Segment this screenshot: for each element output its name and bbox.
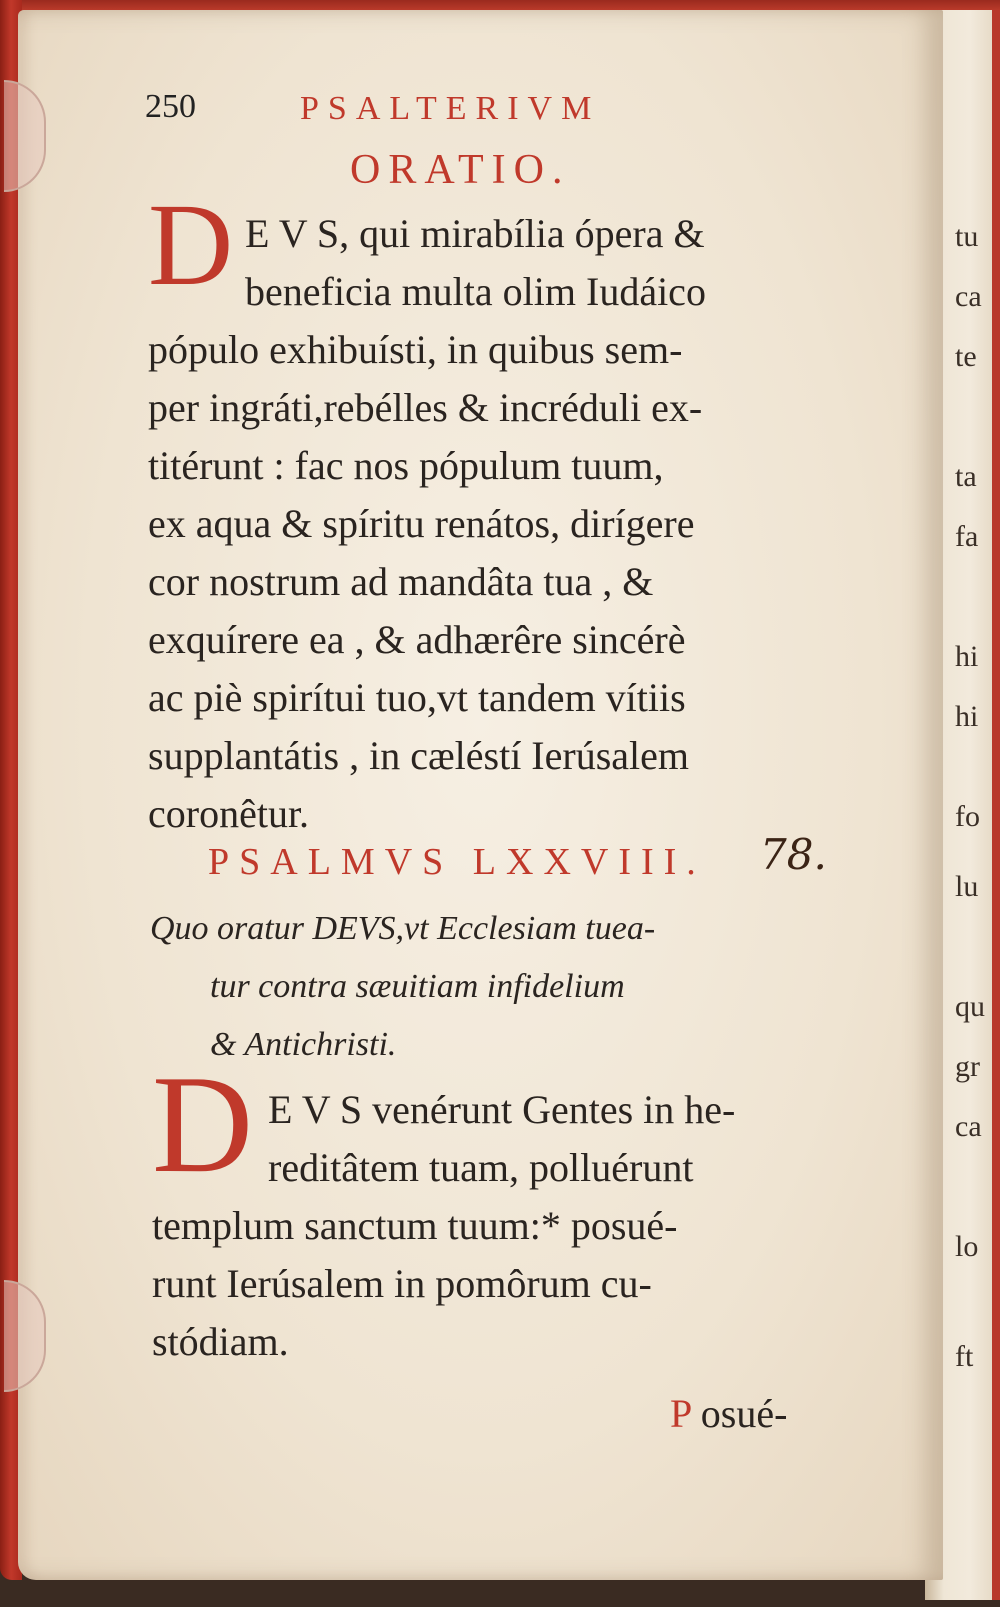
oratio-line: exquírere ea , & adhærêre sincérè bbox=[148, 617, 686, 662]
catchword bbox=[670, 1390, 787, 1437]
argument-line: tur contra sæuitiam infidelium bbox=[210, 968, 625, 1005]
facing-page-fragment: ta bbox=[955, 460, 977, 493]
facing-page-fragment: tu bbox=[955, 220, 979, 253]
facing-page-fragment: te bbox=[955, 340, 977, 373]
facing-page-fragment: ca bbox=[955, 280, 982, 313]
facing-page-fragment: hi bbox=[955, 640, 979, 673]
oratio-line: cor nostrum ad mandâta tua , & bbox=[148, 559, 654, 604]
running-title: PSALTERIVM bbox=[300, 90, 601, 127]
handwritten-annotation: 78. bbox=[760, 830, 827, 879]
facing-page-fragment: fo bbox=[955, 800, 980, 833]
facing-page-fragment: lo bbox=[955, 1230, 979, 1263]
page-number: 250 bbox=[145, 88, 196, 125]
psalm-line: runt Ierúsalem in pomôrum cu- bbox=[152, 1261, 652, 1306]
oratio-line: supplantátis , in cæléstí Ierúsalem bbox=[148, 733, 689, 778]
oratio-line: pópulo exhibuísti, in quibus sem- bbox=[148, 327, 683, 372]
drop-cap-psalm: D bbox=[152, 1047, 254, 1202]
psalm-title: PSALMVS LXXVIII. bbox=[208, 841, 706, 883]
facing-page-fragment: ft bbox=[955, 1340, 974, 1373]
psalm-line: templum sanctum tuum:* posué- bbox=[152, 1203, 678, 1248]
oratio-line: beneficia multa olim Iudáico bbox=[245, 269, 706, 314]
catchword-text: osué- bbox=[690, 1391, 788, 1436]
facing-page-fragment: ca bbox=[955, 1110, 982, 1143]
section-heading: ORATIO. bbox=[350, 147, 571, 193]
psalm-line: stódiam. bbox=[152, 1319, 289, 1364]
drop-cap-oratio: D bbox=[148, 179, 234, 310]
catchword-initial: P bbox=[670, 1391, 691, 1436]
facing-page-fragment: fa bbox=[955, 520, 979, 553]
psalm-line: reditâtem tuam, polluérunt bbox=[268, 1145, 694, 1190]
oratio-line: E V S, qui mirabília ópera & bbox=[245, 211, 705, 256]
oratio-line: coronêtur. bbox=[148, 791, 310, 836]
psalm-line: E V S venérunt Gentes in he- bbox=[268, 1087, 736, 1132]
facing-page-fragment: qu bbox=[955, 990, 985, 1023]
oratio-line: ex aqua & spíritu renátos, dirígere bbox=[148, 501, 695, 546]
page-header bbox=[145, 88, 845, 148]
oratio-line: per ingráti,rebélles & incréduli ex- bbox=[148, 385, 703, 430]
facing-page-fragment: lu bbox=[955, 870, 979, 903]
facing-page-fragment: hi bbox=[955, 700, 979, 733]
facing-page-fragment: gr bbox=[955, 1050, 980, 1083]
oratio-line: ac piè spirítui tuo,vt tandem vítiis bbox=[148, 675, 686, 720]
argument-line: Quo oratur DEVS,vt Ecclesiam tuea- bbox=[150, 910, 656, 947]
oratio-line: titérunt : fac nos pópulum tuum, bbox=[148, 443, 664, 488]
facing-page-edge bbox=[992, 10, 1000, 1600]
argument-line: & Antichristi. bbox=[210, 1026, 397, 1063]
